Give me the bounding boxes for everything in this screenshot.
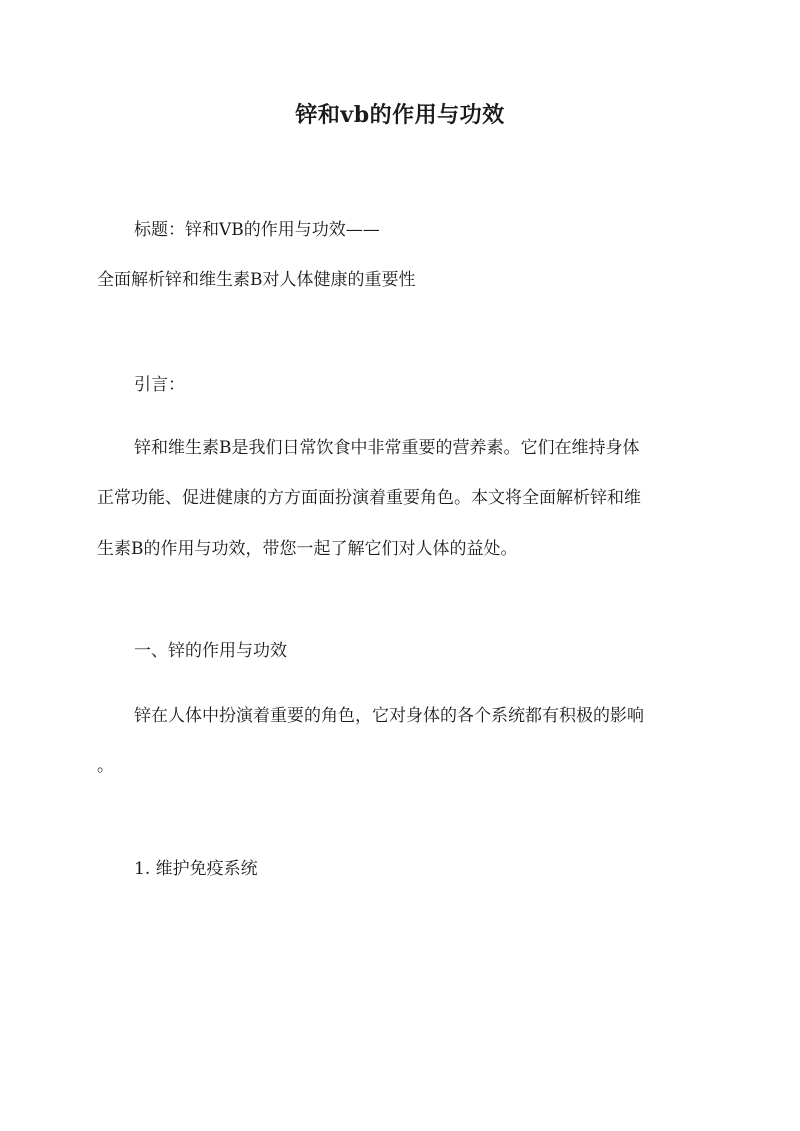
zinc-paragraph-line-1: 锌在人体中扮演着重要的角色，它对身体的各个系统都有积极的影响 [134,706,644,726]
document-title: 锌和vb的作用与功效 [295,102,505,128]
intro-paragraph-line-2: 正常功能、促进健康的方方面面扮演着重要角色。本文将全面解析锌和维 [97,488,641,508]
subtitle-line-2: 全面解析锌和维生素B对人体健康的重要性 [97,270,416,290]
subtitle-line-1: 标题：锌和VB的作用与功效—— [134,220,380,240]
subsection-heading-immune: 1. 维护免疫系统 [134,859,258,879]
zinc-paragraph-line-2: 。 [97,756,114,776]
intro-paragraph-line-1: 锌和维生素B是我们日常饮食中非常重要的营养素。它们在维持身体 [134,438,640,458]
section-heading-zinc: 一、锌的作用与功效 [134,641,287,661]
intro-paragraph-line-3: 生素B的作用与功效，带您一起了解它们对人体的益处。 [97,539,518,559]
intro-heading: 引言： [134,375,185,395]
